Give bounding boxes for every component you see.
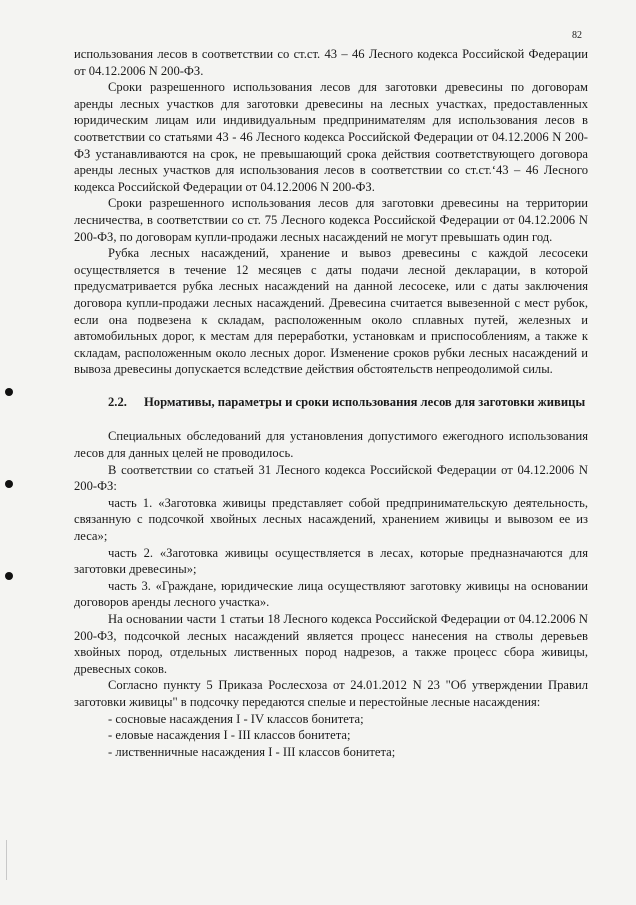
stand-list — [74, 711, 588, 761]
paragraph: Согласно пункту 5 Приказа Рослесхоза от 24.01.2012 N 23 "Об утверждении Правил заготовки живицы" в подсочку передаются спелые и перестойные лесные насаждения: — [74, 678, 588, 709]
punch-hole-mark — [5, 480, 13, 488]
list-item: - лиственничные насаждения I - III классов бонитета; — [108, 744, 396, 759]
page-number: 82 — [572, 30, 582, 41]
paragraphs-after-section — [74, 428, 588, 710]
paragraph: часть 1. «Заготовка живицы представляет собой предпринимательскую деятельность, связанную с подсочкой хвойных лесных насаждений, хранением живицы и вывозом ее из леса»; — [74, 495, 588, 544]
paragraph: использования лесов в соответствии со ст.ст. 43 – 46 Лесного кодекса Российской Федерации от 04.12.2006 N 200-ФЗ. — [74, 47, 588, 78]
paragraph: На основании части 1 статьи 18 Лесного кодекса Российской Федерации от 04.12.2006 N 200-ФЗ, подсочкой лесных насаждений является процесс нанесения на стволы деревьев хвойных пород, отдельных лиственных пород надрезов, а также процесс сбора живицы, древесных соков. — [74, 612, 588, 676]
section-heading — [74, 394, 588, 411]
paragraph: часть 3. «Граждане, юридические лица осуществляют заготовку живицы на основании договоров аренды лесного участка». — [74, 578, 588, 610]
paragraph: В соответствии со статьей 31 Лесного кодекса Российской Федерации от 04.12.2006 N 200-ФЗ: — [74, 462, 588, 494]
list-item: - сосновые насаждения I - IV классов бонитета; — [108, 711, 364, 726]
punch-hole-mark — [5, 388, 13, 396]
scan-edge-mark — [6, 840, 7, 880]
document-body — [74, 46, 588, 760]
paragraphs-before-section — [74, 46, 588, 378]
paragraph: Рубка лесных насаждений, хранение и вывоз древесины с каждой лесосеки осуществляется в течение 12 месяцев с даты подачи лесной декларации, в которой предусматривается рубка лесных насаждений на данной лесосеке, или с даты заключения договора купли-продажи лесных насаждений. Древесина считается вывезенной с мест рубок, если она подвезена к складам, расположенным около сплавных путей, железных и автомобильных дорог, к местам для переработки, установкам и приспособлениям, а также к складам, расположенным около лесных дорог. Изменение сроков рубки лесных насаждений и вывоза древесины допускается вследствие действия обстоятельств непреодолимой силы. — [74, 246, 588, 377]
paragraph: Сроки разрешенного использования лесов для заготовки древесины по договорам аренды лесных участков для заготовки древесины на лесных участках, предоставленных юридическим лицам или индивидуальным предпринимателям для использования лесов в соответствии со статьями 43 - 46 Лесного кодекса Российской Федерации от 04.12.2006 N 200-ФЗ устанавливаются на срок, не превышающий срока действия соответствующего договора аренды лесных участков для использования лесов в соответствии со ст.ст.‘43 – 46 Лесного кодекса Российской Федерации от 04.12.2006 N 200-ФЗ. — [74, 80, 588, 194]
paragraph: часть 2. «Заготовка живицы осуществляется в лесах, которые предназначаются для заготовки древесины»; — [74, 545, 588, 577]
paragraph: Специальных обследований для установления допустимого ежегодного использования лесов для данных целей не проводилось. — [74, 429, 588, 461]
section-title: Нормативы, параметры и сроки использования лесов для заготовки живицы — [144, 394, 586, 409]
paragraph: Сроки разрешенного использования лесов для заготовки древесины на территории лесничества, в соответствии со ст. 75 Лесного кодекса Российской Федерации от 04.12.2006 N 200-ФЗ, по договорам купли-продажи лесных насаждений не могут превышать один год. — [74, 196, 588, 244]
section-number: 2.2. — [108, 394, 127, 409]
list-item: - еловые насаждения I - III классов бонитета; — [108, 728, 351, 743]
punch-hole-mark — [5, 572, 13, 580]
